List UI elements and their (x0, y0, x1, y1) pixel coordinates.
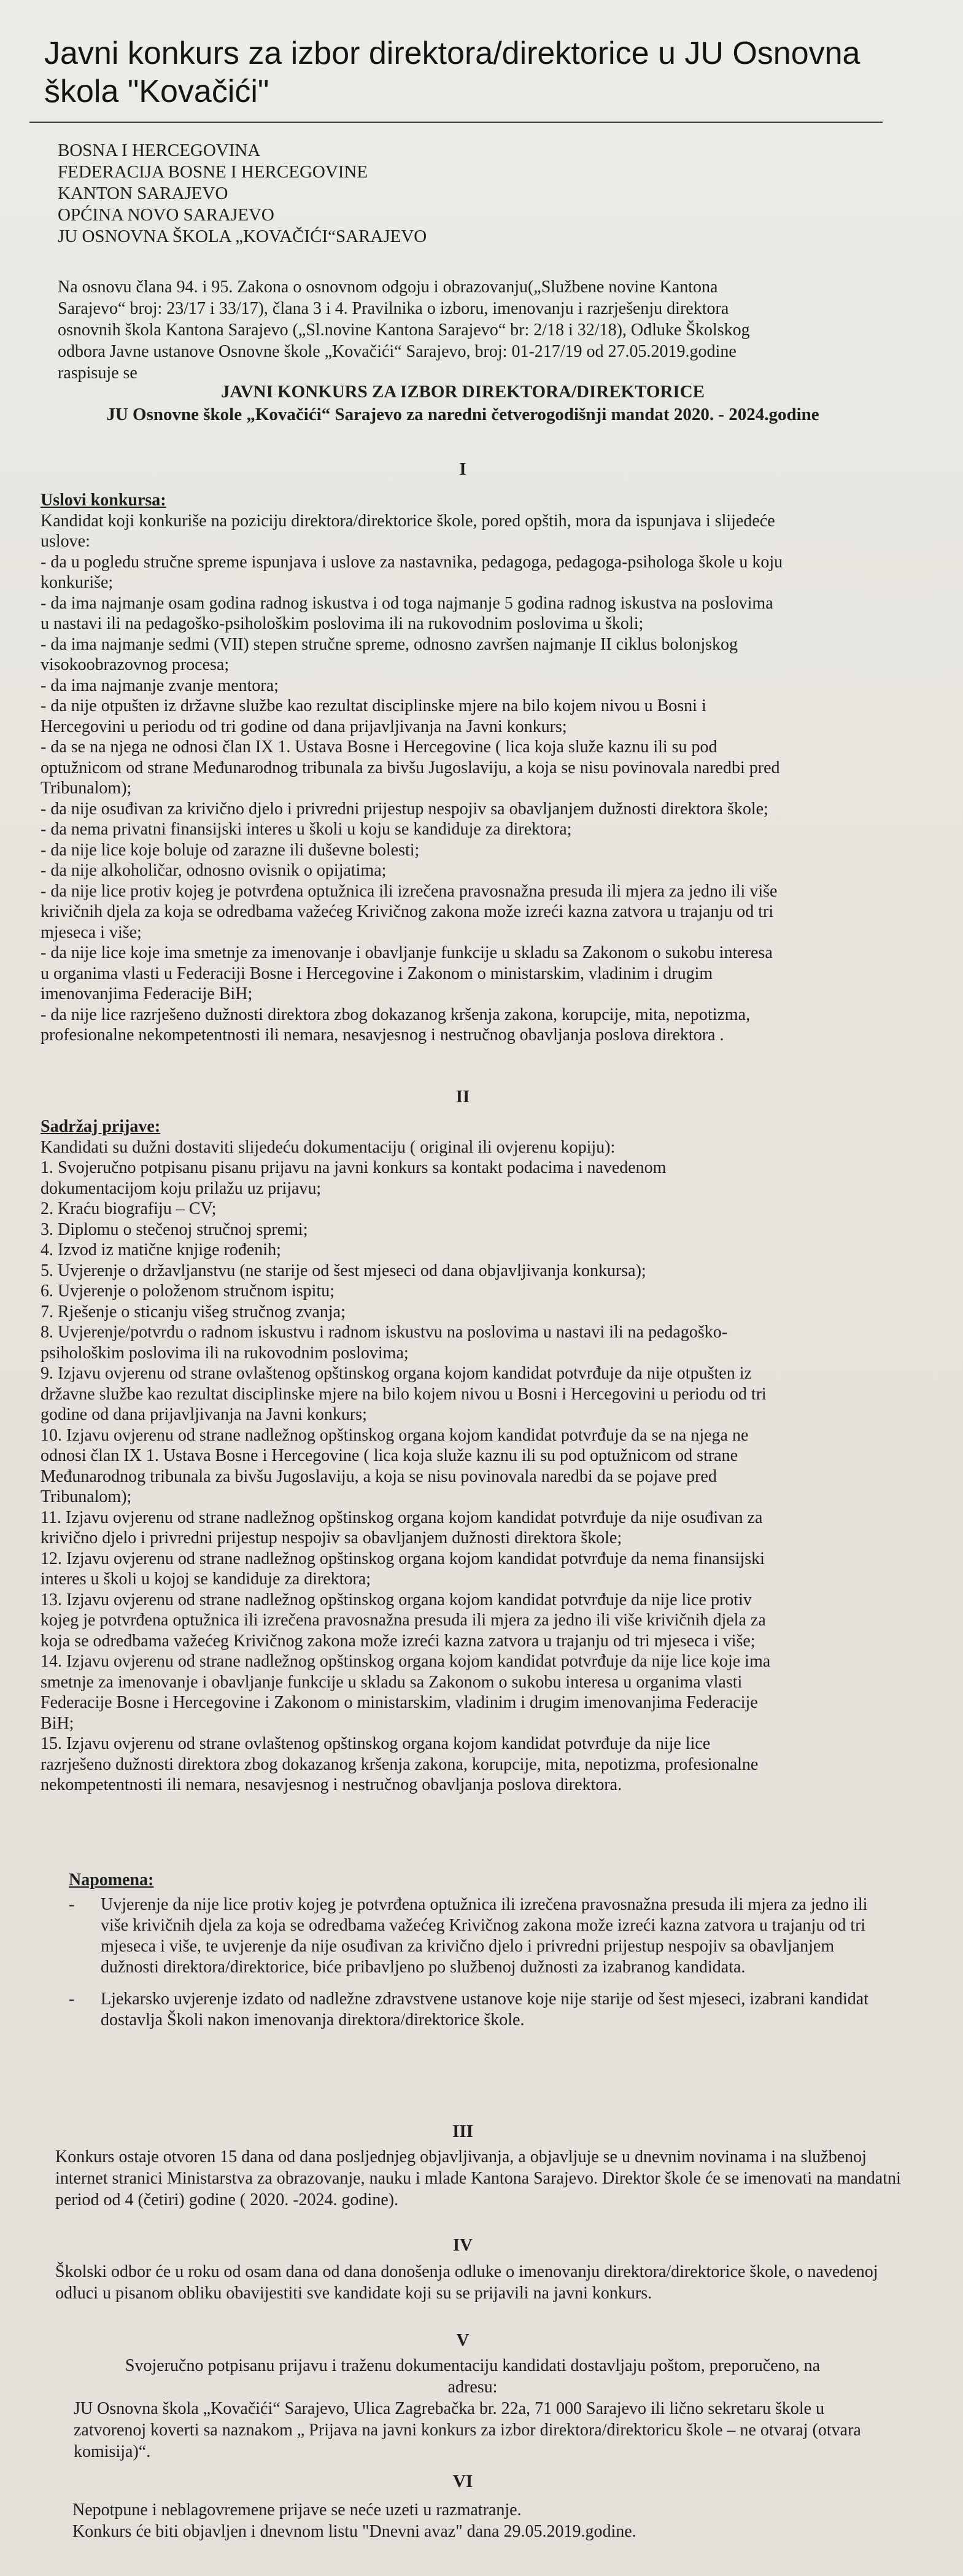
text-line: profesionalne nekompetentnosti ili nemara, nesavjesnog i nestručnog obavljanja poslova direktora . (41, 1025, 724, 1045)
bullet-dash: - (69, 1990, 75, 2009)
text-line: mjeseca i više; (41, 922, 142, 942)
section-number-4: IV (452, 2235, 473, 2255)
submission-line-1: Svojeručno potpisanu prijavu i traženu dokumentaciju kandidati dostavljaju poštom, preporučeno, na (125, 2356, 821, 2375)
text-line: 12. Izjavu ovjerenu od strane nadležnog opštinskog organa kojom kandidat potvrđuje da nema finansijski (41, 1549, 765, 1568)
text-line: Hercegovini u periodu od tri godine od dana prijavljivanja na Javni konkurs; (41, 717, 567, 736)
announcement-heading (58, 381, 868, 426)
text-line: - da nije alkoholičar, odnosno ovisnik o opijatima; (41, 861, 387, 880)
intro-line: Sarajevo“ broj: 23/17 i 33/17), člana 3 i 4. Pravilnika o izboru, imenovanju i razrješenju direktora (58, 299, 729, 318)
section-conditions (41, 490, 894, 1046)
note-item (69, 1894, 885, 1978)
text-line: kojeg je potvrđena optužnica ili izrečena pravosnažna presuda ili mjera za jedno ili više krivičnih djela za (41, 1611, 766, 1630)
text-line: konkuriše; (41, 573, 114, 592)
text-line: nekompetentnosti ili nemara, nesavjesnog i nestručnog obavljanja poslova direktora. (41, 1775, 622, 1794)
intro-line: osnovnih škola Kantona Sarajevo („Sl.novine Kantona Sarajevo“ br: 2/18 i 32/18), Odluke Školskog (58, 321, 750, 340)
text-line: - da ima najmanje zvanje mentora; (41, 675, 279, 695)
notes-heading: Napomena: (69, 1870, 154, 1889)
section-duration-text: Konkurs ostaje otvoren 15 dana od dana posljednjeg objavljivanja, a objavljuje se u dnevnim novinama i na službenoj internet stranici Ministarstva za obrazovanje, nauku i mlade Kantona Sarajevo. Direktor škole će se imenovati na mandatni period od 4 (četiri) godine ( 2020. -2024. godine). (55, 2147, 901, 2209)
page-title: Javni konkurs za izbor direktora/direktorice u JU Osnovna škola "Kovačići" (44, 36, 861, 109)
text-line: 10. Izjavu ovjerenu od strane nadležnog opštinskog organa kojom kandidat potvrđuje da se na njega ne (41, 1425, 749, 1445)
text-line: godine od dana prijavljivanja na Javni konkurs; (41, 1405, 367, 1424)
legal-basis-paragraph (58, 276, 856, 384)
intro-line: raspisuje se (58, 364, 137, 383)
text-line: interes u školi u kojoj se kandiduje za direktora; (41, 1570, 371, 1589)
text-line: 3. Diplomu o stečenoj stručnoj spremi; (41, 1220, 308, 1239)
text-line: uslove: (41, 532, 90, 551)
text-line: koja se odredbama važećeg Krivičnog zakona može izreći kazna zatvora u trajanju od tri mjeseca i više; (41, 1631, 756, 1651)
bullet-dash: - (69, 1895, 75, 1914)
text-line: 7. Rješenje o sticanju višeg stručnog zvanja; (41, 1302, 346, 1321)
text-line: 15. Izjavu ovjerenu od strane ovlaštenog opštinskog organa kojom kandidat potvrđuje da nije lice (41, 1734, 711, 1753)
announcement-line-1: JAVNI KONKURS ZA IZBOR DIREKTORA/DIREKTORICE (220, 382, 705, 402)
text-line: optužnicom od strane Međunarodnog tribunala za bivšu Jugoslaviju, a koja se nisu povinovala naredbi pred (41, 758, 780, 777)
text-line: 13. Izjavu ovjerenu od strane nadležnog opštinskog organa kojom kandidat potvrđuje da nije lice protiv (41, 1590, 752, 1609)
text-line: državne službe kao rezultat disciplinske mjere na bilo kojem nivou u Bosni i Hercegovini u periodu od tri (41, 1384, 767, 1404)
section-heading: Sadržaj prijave: (41, 1117, 161, 1136)
intro-line: Na osnovu člana 94. i 95. Zakona o osnovnom odgoju i obrazovanju(„Službene novine Kantona (58, 278, 718, 297)
title-divider (29, 122, 883, 123)
text-line: razrješeno dužnosti direktora zbog dokazanog kršenja zakona, korupcije, mita, nepotizma, profesionalne (41, 1754, 759, 1774)
text-line: smetnje za imenovanje i obavljanje funkcije u skladu sa Zakonom o sukobu interesa u organima vlasti (41, 1672, 743, 1692)
submission-address: JU Osnovna škola „Kovačići“ Sarajevo, Ulica Zagrebačka br. 22a, 71 000 Sarajevo ili lično sekretaru škole u zatvorenoj koverti sa naznakom „ Prijava na javni konkurs za izbor direktora/direktoricu škole – ne otvaraj (otvara komisija)“. (74, 2399, 861, 2461)
text-line: Kandidati su dužni dostaviti slijedeću dokumentaciju ( original ili ovjerenu kopiju): (41, 1137, 616, 1157)
text-line: u organima vlasti u Federaciji Bosne i Hercegovine i Zakonom o ministarskim, vladinim i drugim (41, 963, 713, 983)
text-line: Međunarodnog tribunala za bivšu Jugoslaviju, a koja se nisu povinovala naredbi da se pojave pred (41, 1466, 717, 1486)
text-line: - da u pogledu stručne spreme ispunjava i uslove za nastavnika, pedagoga, pedagoga-psihologa škole u koju (41, 552, 783, 572)
closing-line-1: Nepotpune i neblagovremene prijave se neće uzeti u razmatranje. (72, 2500, 522, 2520)
header-line: JU OSNOVNA ŠKOLA „KOVAČIĆI“SARAJEVO (58, 227, 427, 246)
text-line: 9. Izjavu ovjerenu od strane ovlaštenog opštinskog organa kojom kandidat potvrđuje da nije otpušten iz (41, 1364, 752, 1383)
text-line: - da ima najmanje osam godina radnog iskustva i od toga najmanje 5 godina radnog iskustva na poslovima (41, 593, 773, 613)
text-line: - da nije osuđivan za krivično djelo i privredni prijestup nespojiv sa obavljanjem dužnosti direktora škole; (41, 799, 768, 819)
text-line: - da nije lice protiv kojeg je potvrđena optužnica ili izrečena pravosnažna presuda ili mjera za jedno ili više (41, 881, 778, 901)
text-line: 4. Izvod iz matične knjige rođenih; (41, 1240, 281, 1259)
text-line: BiH; (41, 1713, 74, 1733)
text-line: 6. Uvjerenje o položenom stručnom ispitu; (41, 1282, 335, 1301)
header-line: OPĆINA NOVO SARAJEVO (58, 205, 274, 225)
text-line: odnosi član IX 1. Ustava Bosne i Hercegovine ( lica koja služe kaznu ili su pod optužnicom od strane (41, 1446, 738, 1465)
institution-header (58, 140, 427, 247)
note-item (69, 1989, 885, 2031)
note-text: Ljekarsko uvjerenje izdato od nadležne zdravstvene ustanove koje nije starije od šest mjeseci, izabrani kandidat dostavlja Školi nakon imenovanja direktora/direktorice škole. (101, 1990, 868, 2029)
text-line: - da nije otpušten iz državne službe kao rezultat disciplinske mjere na bilo kojem nivou u Bosni i (41, 696, 706, 715)
text-line: - da nema privatni finansijski interes u školi u koju se kandiduje za direktora; (41, 820, 572, 839)
text-line: - da nije lice razrješeno dužnosti direktora zbog dokazanog kršenja zakona, korupcije, mita, nepotizma, (41, 1005, 751, 1024)
text-line: - da nije lice koje ima smetnje za imenovanje i obavljanje funkcije u skladu sa Zakonom o sukobu interesa (41, 943, 773, 962)
section-number-2: II (455, 1087, 470, 1107)
text-line: 8. Uvjerenje/potvrdu o radnom iskustvu i radnom iskustvu na poslovima u nastavi ili na pedagoško- (41, 1323, 728, 1342)
text-line: 5. Uvjerenje o državljanstvu (ne starije od šest mjeseci od dana objavljivanja konkursa); (41, 1261, 646, 1280)
text-line: krivičnih djela za koja se odredbama važećeg Krivičnog zakona može izreći kazna zatvora u trajanju od tri (41, 902, 774, 921)
text-line: 1. Svojeručno potpisanu pisanu prijavu na javni konkurs sa kontakt podacima i navedenom (41, 1158, 667, 1177)
section-number-6: VI (452, 2472, 473, 2491)
text-line: Federacije Bosne i Hercegovine i Zakonom o ministarskim, vladinim i drugim imenovanjima Federacije (41, 1693, 758, 1712)
text-line: krivično djelo i privredni prijestup nespojiv sa obavljanjem dužnosti direktora škole; (41, 1528, 622, 1547)
text-line: - da nije lice koje boluje od zarazne ili duševne bolesti; (41, 840, 420, 860)
text-line: - da se na njega ne odnosi član IX 1. Ustava Bosne i Hercegovine ( lica koja služe kaznu ili su pod (41, 737, 717, 757)
text-line: imenovanjima Federacije BiH; (41, 984, 253, 1003)
note-text: Uvjerenje da nije lice protiv kojeg je potvrđena optužnica ili izrečena pravosnažna presuda ili mjera za jedno ili više krivičnih djela za koja se odredbama važećeg Krivičnog zakona može izreći kazna zatvora u trajanju od tri mjeseca i više, te uvjerenje da nije osuđivan za krivično djelo i privredni prijestup nespojiv sa obavljanjem dužnosti direktora/direktorice, biće pribavljeno po službenoj dužnosti za izabranog kandidata. (101, 1895, 868, 1977)
text-line: Tribunalom); (41, 779, 132, 798)
text-line: 2. Kraću biografiju – CV; (41, 1199, 217, 1218)
announcement-line-2: JU Osnovne škole „Kovačići“ Sarajevo za naredni četverogodišnji mandat 2020. - 2024.godine (106, 405, 819, 424)
text-line: u nastavi ili na pedagoško-psihološkim poslovima ili na rukovodnim poslovima u školi; (41, 614, 644, 633)
submission-line-2: adresu: (447, 2378, 498, 2397)
text-line: Kandidat koji konkuriše na poziciju direktora/direktorice škole, pored opštih, mora da ispunjava i slijedeće (41, 511, 775, 531)
closing-line-2: Konkurs će biti objavljen i dnevnom listu "Dnevni avaz" dana 29.05.2019.godine. (72, 2522, 636, 2541)
section-number-3: III (452, 2122, 473, 2141)
intro-line: odbora Javne ustanove Osnovne škole „Kovačići“ Sarajevo, broj: 01-217/19 od 27.05.2019.godine (58, 342, 737, 361)
notes-block (69, 1870, 885, 2042)
text-line: 11. Izjavu ovjerenu od strane nadležnog opštinskog organa kojom kandidat potvrđuje da nije osuđivan za (41, 1508, 763, 1527)
header-line: KANTON SARAJEVO (58, 184, 228, 203)
header-line: FEDERACIJA BOSNE I HERCEGOVINE (58, 162, 368, 182)
text-line: dokumentacijom koju prilažu uz prijavu; (41, 1178, 322, 1198)
section-number-1: I (459, 459, 466, 479)
text-line: - da ima najmanje sedmi (VII) stepen stručne spreme, odnosno završen najmanje II ciklus bolonjskog (41, 634, 738, 654)
header-line: BOSNA I HERCEGOVINA (58, 141, 261, 160)
section-number-5: V (456, 2330, 470, 2350)
section-decision-text: Školski odbor će u roku od osam dana od dana donošenja odluke o imenovanju direktora/direktorice škole, o navedenoj odluci u pisanom obliku obavijestiti sve kandidate koji su se prijavili na javni konkurs. (55, 2262, 878, 2303)
text-line: psihološkim poslovima ili na rukovodnim poslovima; (41, 1343, 409, 1363)
section-application-contents (41, 1116, 894, 1796)
text-line: visokoobrazovnog procesa; (41, 655, 230, 674)
text-line: 14. Izjavu ovjerenu od strane nadležnog opštinskog organa kojom kandidat potvrđuje da nije lice koje ima (41, 1652, 771, 1671)
section-heading: Uslovi konkursa: (41, 491, 166, 510)
text-line: Tribunalom); (41, 1487, 132, 1506)
